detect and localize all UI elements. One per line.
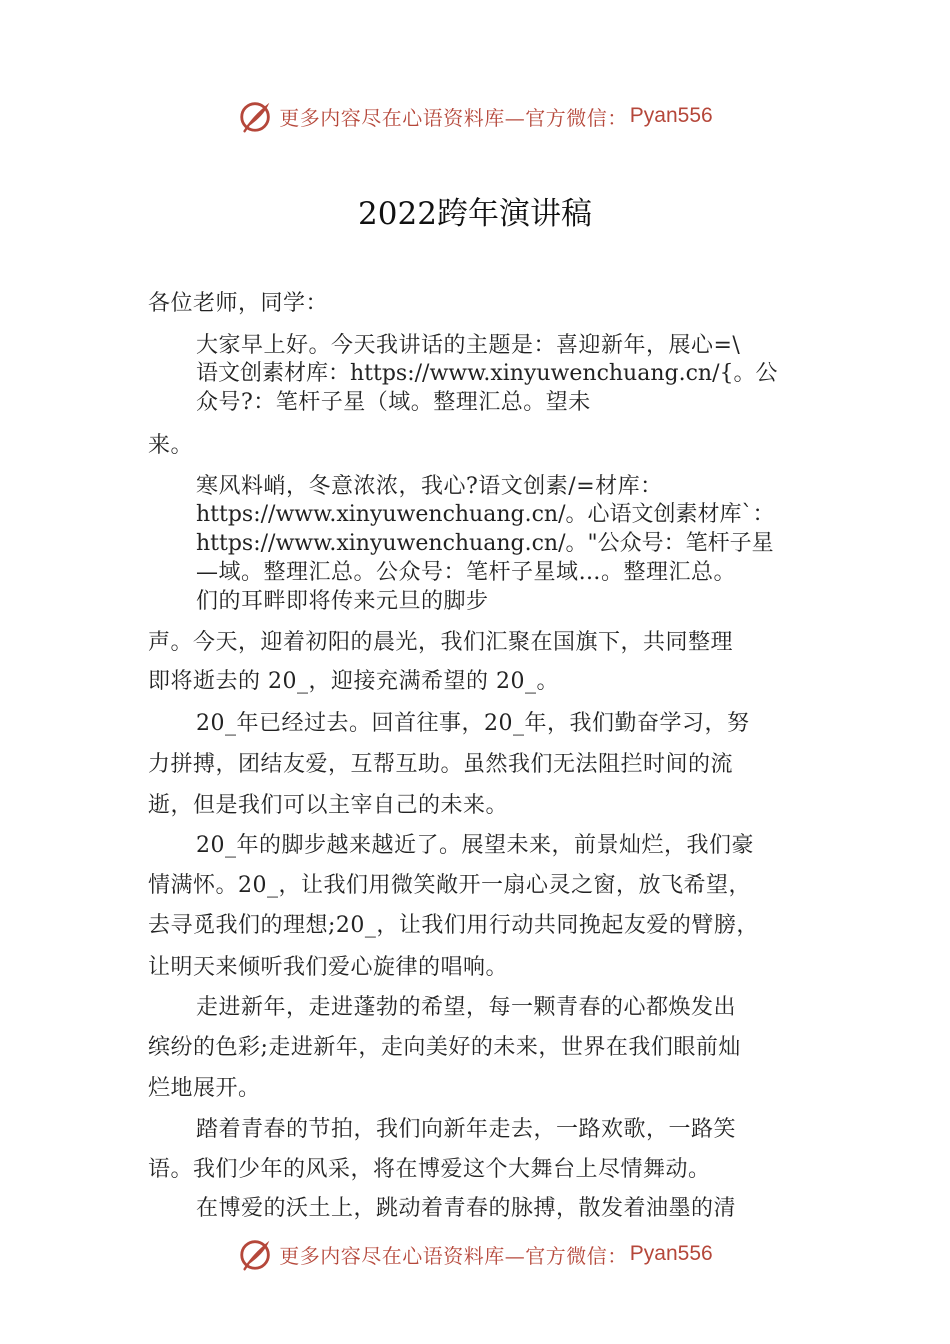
wechat-id: Pyan556 [629, 104, 713, 127]
text-line: 各位老师，同学： [148, 291, 329, 316]
text-line: 语。我们少年的风采，将在博爱这个大舞台上尽情舞动。 [148, 1157, 711, 1182]
text-line: 情满怀。20_，让我们用微笑敞开一扇心灵之窗，放飞希望， [148, 873, 751, 898]
banner-text: 更多内容尽在心语资料库—官方微信： [279, 105, 628, 130]
footer-banner [0, 1232, 950, 1276]
text-line: —域。整理汇总。公众号：笔杆子星域…。整理汇总。 [196, 560, 737, 585]
header-banner [0, 94, 950, 138]
text-line: 在博爱的沃土上，跳动着青春的脉搏，散发着油墨的清 [196, 1196, 737, 1221]
text-line: 语文创素材库：https://www.xinyuwenchuang.cn/{。公 [196, 361, 778, 386]
quill-pen-logo-icon [237, 1235, 275, 1273]
text-line: 去寻觅我们的理想;20_，让我们用行动共同挽起友爱的臂膀， [148, 913, 759, 938]
text-line: https://www.xinyuwenchuang.cn/。心语文创素材库`： [196, 502, 775, 527]
text-line: https://www.xinyuwenchuang.cn/。"公众号：笔杆子星 [196, 531, 774, 556]
text-line: 20_年已经过去。回首往事，20_年，我们勤奋学习，努 [196, 711, 750, 736]
text-line: 大家早上好。今天我讲话的主题是：喜迎新年，展心=\ [196, 333, 741, 358]
text-line: 让明天来倾听我们爱心旋律的唱响。 [148, 955, 509, 980]
wechat-id: Pyan556 [629, 1242, 713, 1265]
text-line: 寒风料峭，冬意浓浓，我心?语文创素/=材库： [196, 474, 663, 499]
text-line: 声。今天，迎着初阳的晨光，我们汇聚在国旗下，共同整理 [148, 630, 734, 655]
text-line: 走进新年，走进蓬勃的希望，每一颗青春的心都焕发出 [196, 995, 737, 1020]
text-line: 逝，但是我们可以主宰自己的未来。 [148, 793, 509, 818]
text-line: 众号?：笔杆子星（域。整理汇总。望未 [196, 390, 591, 415]
text-line: 来。 [148, 433, 194, 458]
text-line: 20_年的脚步越来越近了。展望未来，前景灿烂，我们豪 [196, 833, 754, 858]
text-line: 烂地展开。 [148, 1076, 261, 1101]
banner-text: 更多内容尽在心语资料库—官方微信： [279, 1243, 628, 1268]
quill-pen-logo-icon [237, 97, 275, 135]
text-line: 缤纷的色彩;走进新年，走向美好的未来，世界在我们眼前灿 [148, 1035, 741, 1060]
text-line: 即将逝去的 20_，迎接充满希望的 20_。 [148, 669, 559, 694]
text-line: 们的耳畔即将传来元旦的脚步 [196, 589, 489, 614]
document-title: 2022跨年演讲稿 [358, 196, 592, 232]
text-line: 踏着青春的节拍，我们向新年走去，一路欢歌，一路笑 [196, 1117, 737, 1142]
text-line: 力拼搏，团结友爱，互帮互助。虽然我们无法阻拦时间的流 [148, 752, 734, 777]
